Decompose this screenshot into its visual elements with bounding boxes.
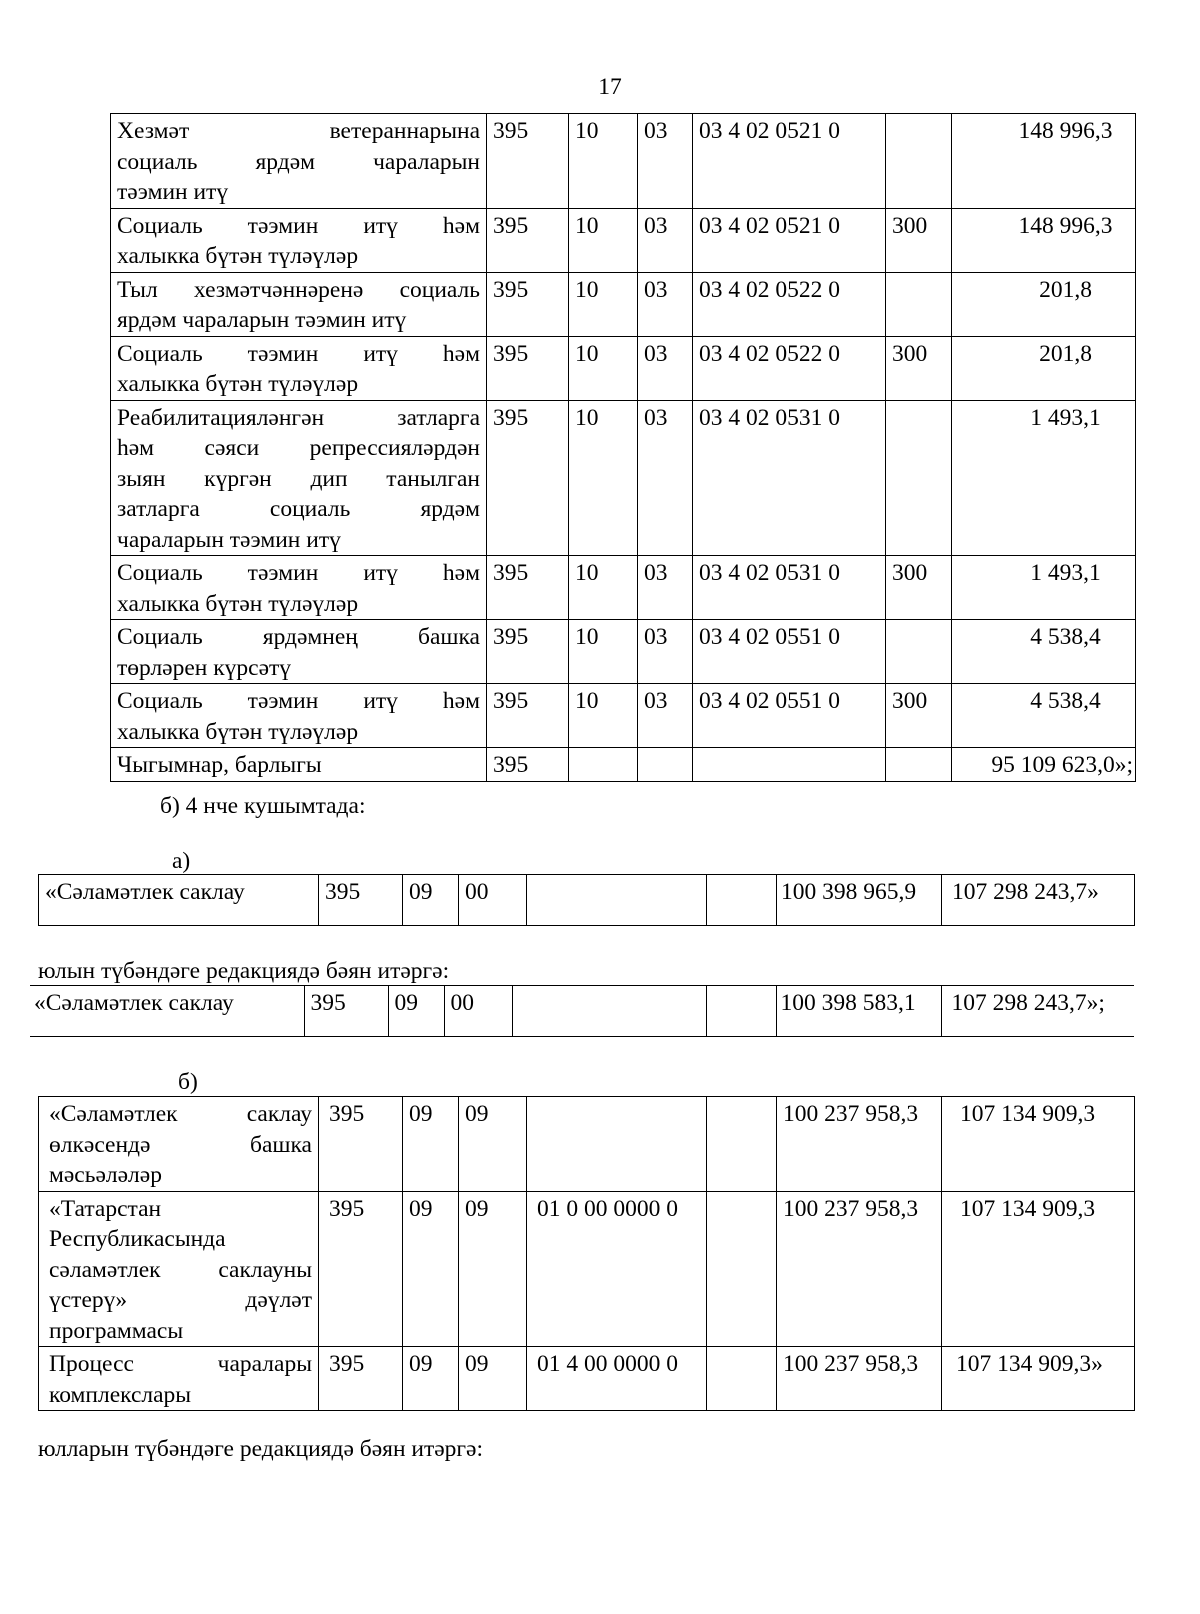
row-name [111,556,487,620]
table-row [39,1191,1135,1347]
cell-gr: 395 [487,336,569,400]
cell-rz: 10 [569,208,638,272]
cell-pr: 00 [444,986,512,1037]
table-row [111,114,1136,209]
text-line: Чыгымнар, барлыгы [117,752,322,778]
cell-vr [886,272,952,336]
cell-gr: 395 [487,556,569,620]
cell-pr: 03 [638,272,693,336]
cell-vr [707,875,777,926]
row-name [39,1097,319,1192]
row-name [111,272,487,336]
cell-rz: 09 [388,986,444,1037]
cell-sum-1: 100 398 583,1 [776,986,941,1037]
cell-gr: 395 [319,1347,403,1411]
table-row [111,620,1136,684]
cell-gr: 395 [304,986,388,1037]
cell-vr: 300 [886,336,952,400]
cell-vr [886,400,952,556]
cell-gr: 395 [319,1097,403,1192]
cell-rz: 10 [569,336,638,400]
cell-gr: 395 [487,684,569,748]
cell-pr: 09 [459,1191,527,1347]
text-line: халыкка бүтән түләүләр [117,243,359,269]
text-line: Процесс чаралары [49,1351,312,1377]
cell-gr: 395 [487,272,569,336]
cell-sum-2: 107 134 909,3» [942,1347,1135,1411]
cell-csr [693,748,886,782]
cell-sum: 95 109 623,0»; [952,748,1136,782]
cell-csr [512,986,706,1037]
cell-csr: 03 4 02 0521 0 [693,114,886,209]
cell-vr [886,620,952,684]
table-row [111,208,1136,272]
table-row [111,556,1136,620]
text-line: «Татарстан [49,1195,162,1222]
text-line: программасы [49,1317,184,1344]
cell-csr: 03 4 02 0522 0 [693,336,886,400]
cell-rz: 09 [403,1097,459,1192]
cell-csr [527,875,707,926]
cell-rz: 09 [403,1191,459,1347]
row-name [111,400,487,556]
cell-sum: 148 996,3 [952,114,1136,209]
cell-vr [707,1097,777,1192]
cell-rz: 10 [569,114,638,209]
cell-vr [886,114,952,209]
text-line: Республикасында [49,1226,226,1252]
text-line: һәм сәяси репрессияләрдән [117,435,480,461]
cell-csr: 03 4 02 0531 0 [693,556,886,620]
table-row [111,272,1136,336]
cell-sum: 1 493,1 [952,400,1136,556]
cell-rz: 09 [403,1347,459,1411]
cell-pr: 03 [638,114,693,209]
cell-rz: 10 [569,272,638,336]
cell-sum-2: 107 134 909,3 [942,1097,1135,1192]
final-instruction: юлларын түбәндәге редакциядә бәян итәргә: [38,1436,484,1462]
row-name [39,1347,319,1411]
health-row-old [38,874,1135,926]
cell-rz: 10 [569,620,638,684]
text-line: Тыл хезмәтчәннәренә социаль [117,276,480,303]
cell-sum-2: 107 134 909,3 [942,1191,1135,1347]
text-line: халыкка бүтән түләүләр [117,590,359,617]
table-row [39,1097,1135,1192]
cell-csr: 03 4 02 0531 0 [693,400,886,556]
text-line: төрләрен күрсәтү [117,654,292,681]
cell-rz: 10 [569,400,638,556]
cell-csr [527,1097,707,1192]
cell-csr: 03 4 02 0551 0 [693,684,886,748]
row-name [111,336,487,400]
expenditure-table [110,113,1136,782]
sub-label-a: а) [172,848,191,874]
cell-gr: 395 [487,114,569,209]
text-line: Реабилитацияләнгән затларга [117,404,480,431]
cell-csr: 03 4 02 0551 0 [693,620,886,684]
cell-sum-1: 100 237 958,3 [777,1347,942,1411]
cell-vr [707,1347,777,1411]
table-row [111,684,1136,748]
row-name [111,748,487,782]
row-name [111,620,487,684]
table-row [111,336,1136,400]
cell-pr: 03 [638,684,693,748]
text-line: Социаль тәэмин итү һәм [117,340,480,367]
text-line: ярдәм чараларын тәэмин итү [117,307,407,333]
row-name [111,114,487,209]
text-line: чараларын тәэмин итү [117,526,341,553]
cell-sum-1: 100 398 965,9 [777,875,942,926]
section-a-instruction: юлын түбәндәге редакциядә бәян итәргә: [38,958,450,984]
text-line: Социаль тәэмин итү һәм [117,560,480,586]
text-line: затларга социаль ярдәм [117,496,480,522]
cell-pr [638,748,693,782]
cell-gr: 395 [487,748,569,782]
cell-pr: 03 [638,400,693,556]
cell-sum: 4 538,4 [952,620,1136,684]
cell-gr: 395 [319,875,403,926]
cell-csr: 01 4 00 0000 0 [527,1347,707,1411]
cell-sum: 1 493,1 [952,556,1136,620]
health-row-new [30,985,1134,1037]
text-line: үстерү» дәүләт [49,1287,312,1313]
cell-sum-2: 107 298 243,7» [942,875,1135,926]
cell-rz: 09 [403,875,459,926]
text-line: социаль ярдәм чараларын [117,148,480,175]
text-line: Социаль тәэмин итү һәм [117,688,480,714]
text-line: мәсьәләләр [49,1162,162,1188]
row-name: «Сәламәтлек саклау [30,986,304,1037]
text-line: комплекслары [49,1381,192,1408]
cell-csr: 01 0 00 0000 0 [527,1191,707,1347]
cell-pr: 03 [638,620,693,684]
text-line: Социаль тәэмин итү һәм [117,212,480,239]
cell-rz: 10 [569,556,638,620]
row-name: «Сәламәтлек саклау [39,875,319,926]
cell-sum: 148 996,3 [952,208,1136,272]
text-line: Социаль ярдәмнең башка [117,624,480,650]
text-line: «Сәламәтлек саклау [49,1101,312,1127]
table-row [39,1347,1135,1411]
cell-pr: 03 [638,208,693,272]
cell-rz [569,748,638,782]
text-line: Хезмәт ветераннарына [117,118,480,144]
cell-vr [886,748,952,782]
row-name [111,684,487,748]
cell-pr: 03 [638,556,693,620]
text-line: өлкәсендә башка [49,1131,312,1158]
cell-pr: 03 [638,336,693,400]
cell-vr: 300 [886,556,952,620]
cell-sum: 201,8 [952,336,1136,400]
cell-gr: 395 [319,1191,403,1347]
cell-rz: 10 [569,684,638,748]
cell-sum-1: 100 237 958,3 [777,1191,942,1347]
cell-gr: 395 [487,400,569,556]
table-row [111,400,1136,556]
cell-sum: 4 538,4 [952,684,1136,748]
text-line: зыян күргән дип танылган [117,465,480,492]
health-other-table [38,1096,1135,1411]
page-number: 17 [598,74,622,100]
text-line: тәэмин итү [117,179,229,205]
text-line: сәламәтлек саклауны [49,1256,312,1283]
text-line: халыкка бүтән түләүләр [117,718,359,745]
table-row [111,748,1136,782]
cell-sum-2: 107 298 243,7»; [941,986,1134,1037]
cell-pr: 09 [459,1347,527,1411]
cell-vr: 300 [886,208,952,272]
cell-csr: 03 4 02 0521 0 [693,208,886,272]
row-name [39,1191,319,1347]
sub-label-b: б) [178,1069,198,1095]
cell-sum-1: 100 237 958,3 [777,1097,942,1192]
cell-vr: 300 [886,684,952,748]
cell-csr: 03 4 02 0522 0 [693,272,886,336]
cell-gr: 395 [487,208,569,272]
cell-sum: 201,8 [952,272,1136,336]
cell-gr: 395 [487,620,569,684]
cell-pr: 09 [459,1097,527,1192]
cell-pr: 00 [459,875,527,926]
cell-vr [706,986,776,1037]
text-line: халыкка бүтән түләүләр [117,371,359,397]
section-b-intro: б) 4 нче кушымтада: [160,793,366,819]
cell-vr [707,1191,777,1347]
row-name [111,208,487,272]
